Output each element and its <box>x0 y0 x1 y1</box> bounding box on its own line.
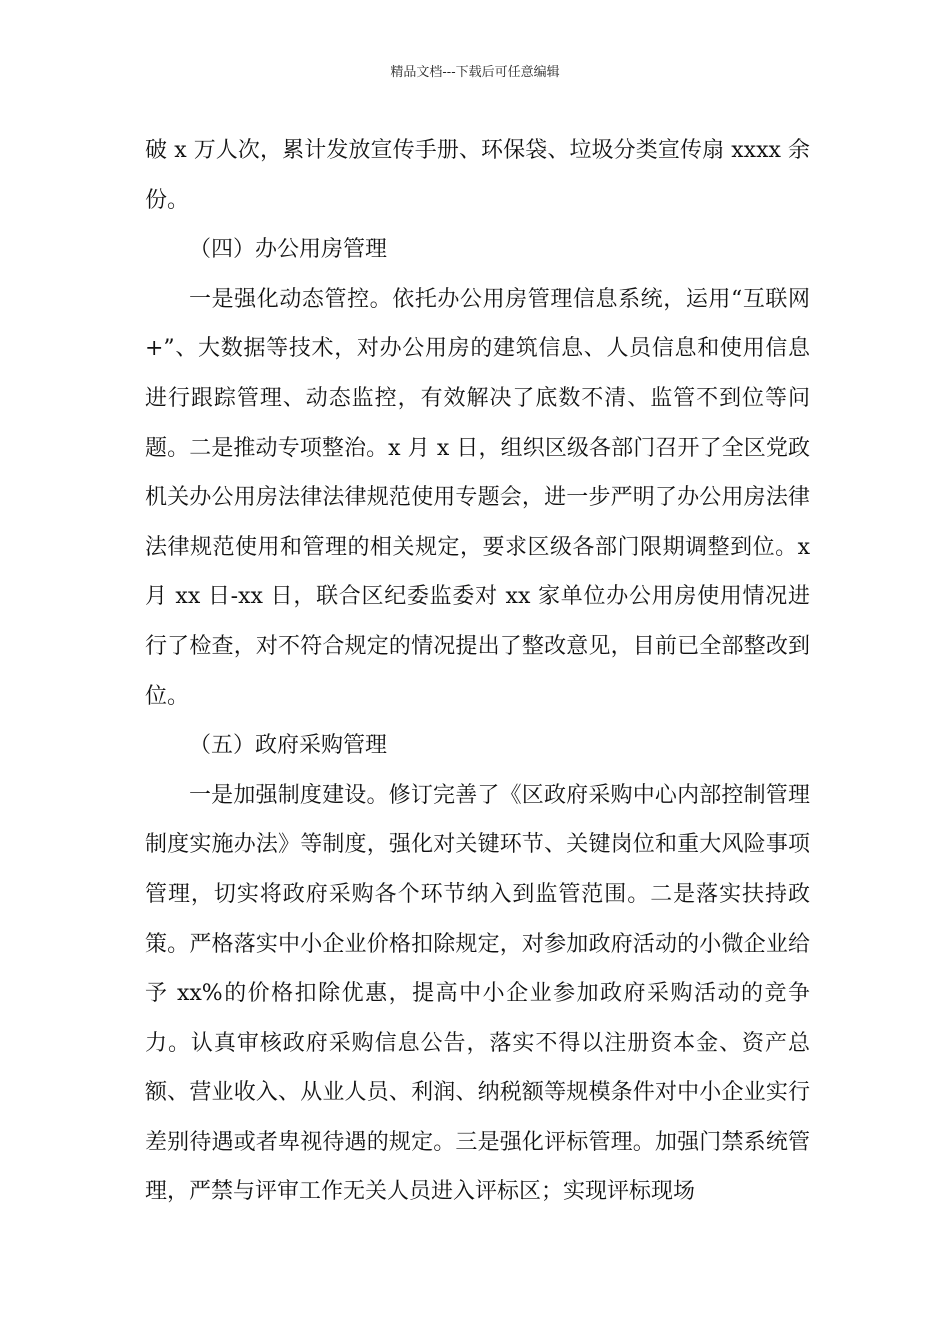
section-heading-procurement: （五）政府采购管理 <box>189 733 388 759</box>
paragraph-office-housing: 一是强化动态管控。依托办公用房管理信息系统，运用“互联网+”、大数据等技术，对办公用房的建筑信息、人员信息和使用信息进行跟踪管理、动态监控，有效解决了底数不清、监管不到位等问题。二是推动专项整治。x 月 x 日，组织区级各部门召开了全区党政机关办公用房法律法律规范使用专题会，进一步严明了办公用房法律法律规范使用和管理的相关规定，要求区级各部门限期调整到位。x 月 xx 日-xx 日，联合区纪委监委对 xx 家单位办公用房使用情况进行了检查，对不符合规定的情况提出了整改意见，目前已全部整改到位。 <box>145 286 810 709</box>
page-header: 精品文档---下载后可任意编辑 <box>390 65 560 80</box>
document-body <box>145 126 810 1217</box>
paragraph-continuation: 破 x 万人次，累计发放宣传手册、环保袋、垃圾分类宣传扇 xxxx 余份。 <box>145 138 810 213</box>
paragraph-procurement: 一是加强制度建设。修订完善了《区政府采购中心内部控制管理制度实施办法》等制度，强化对关键环节、关键岗位和重大风险事项管理，切实将政府采购各个环节纳入到监管范围。二是落实扶持政策。严格落实中小企业价格扣除规定，对参加政府活动的小微企业给予 xx%的价格扣除优惠，提高中小企业参加政府采购活动的竞争力。认真审核政府采购信息公告，落实不得以注册资本金、资产总额、营业收入、从业人员、利润、纳税额等规模条件对中小企业实行差别待遇或者卑视待遇的规定。三是强化评标管理。加强门禁系统管理，严禁与评审工作无关人员进入评标区；实现评标现场 <box>145 782 810 1205</box>
section-heading-office-housing: （四）办公用房管理 <box>189 237 388 263</box>
